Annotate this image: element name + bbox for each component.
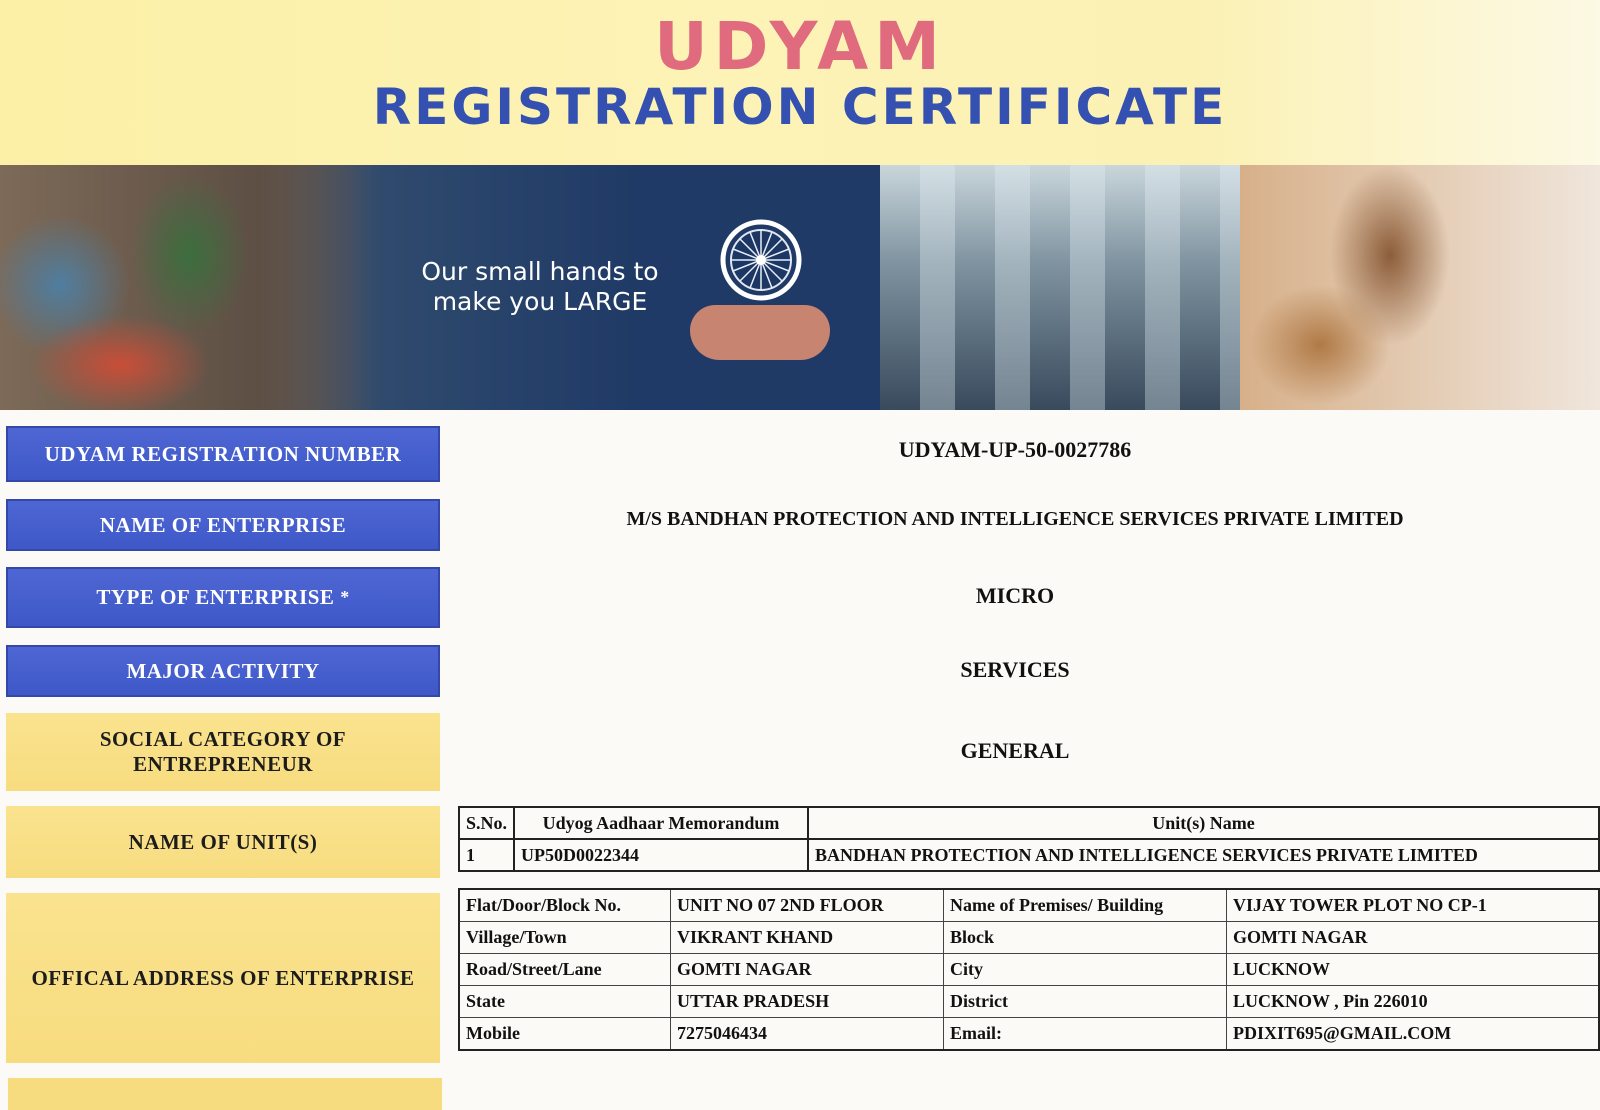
enterprise-type-value: MICRO (975, 583, 1055, 608)
addr-key: Village/Town (459, 922, 671, 954)
address-label: OFFICAL ADDRESS OF ENTERPRISE (6, 893, 440, 1063)
table-row (459, 922, 1599, 954)
addr-key: District (944, 986, 1227, 1018)
social-category-label-line2: ENTREPRENEUR (133, 752, 313, 776)
registration-number-value: UDYAM-UP-50-0027786 (898, 437, 1132, 462)
units-header-uam: Udyog Aadhaar Memorandum (514, 807, 808, 839)
addr-key: Flat/Door/Block No. (459, 889, 671, 922)
units-label: NAME OF UNIT(S) (6, 806, 440, 878)
addr-value: UTTAR PRADESH (671, 986, 944, 1018)
unit-sno: 1 (459, 839, 514, 871)
unit-uam-number: UP50D0022344 (514, 839, 808, 871)
unit-name: BANDHAN PROTECTION AND INTELLIGENCE SERVICES PRIVATE LIMITED (808, 839, 1599, 871)
artisan-photo (0, 165, 370, 410)
addr-key: State (459, 986, 671, 1018)
addr-key: City (944, 954, 1227, 986)
enterprise-type-label-text: TYPE OF ENTERPRISE (96, 585, 335, 609)
social-category-value: GENERAL (960, 738, 1070, 763)
certificate-header (0, 0, 1600, 165)
major-activity-label: MAJOR ACTIVITY (6, 645, 440, 697)
units-header-sno: S.No. (459, 807, 514, 839)
addr-value: VIJAY TOWER PLOT NO CP-1 (1227, 889, 1600, 922)
farming-photo (1240, 165, 1600, 410)
asterisk-marker: * (340, 587, 350, 607)
enterprise-name-value: M/S BANDHAN PROTECTION AND INTELLIGENCE SERVICES PRIVATE LIMITED (626, 508, 1404, 530)
table-row (459, 986, 1599, 1018)
certificate-subtitle: REGISTRATION CERTIFICATE (372, 78, 1228, 136)
major-activity-value: SERVICES (960, 657, 1070, 682)
registration-number-label: UDYAM REGISTRATION NUMBER (6, 426, 440, 482)
addr-key: Block (944, 922, 1227, 954)
addr-key: Mobile (459, 1018, 671, 1051)
units-table (458, 806, 1600, 872)
addr-key: Road/Street/Lane (459, 954, 671, 986)
enterprise-type-label (6, 567, 440, 628)
table-row (459, 954, 1599, 986)
enterprise-name-label: NAME OF ENTERPRISE (6, 499, 440, 551)
hand-icon (690, 305, 830, 360)
table-row (459, 839, 1599, 871)
addr-key: Name of Premises/ Building (944, 889, 1227, 922)
addr-value: 7275046434 (671, 1018, 944, 1051)
address-table (458, 888, 1600, 1051)
units-header-name: Unit(s) Name (808, 807, 1599, 839)
addr-value: UNIT NO 07 2ND FLOOR (671, 889, 944, 922)
addr-value: PDIXIT695@GMAIL.COM (1227, 1018, 1600, 1051)
addr-value: LUCKNOW , Pin 226010 (1227, 986, 1600, 1018)
addr-value: GOMTI NAGAR (671, 954, 944, 986)
tagline-line2: make you LARGE (432, 287, 648, 316)
table-row (459, 889, 1599, 922)
ashoka-chakra-icon (718, 217, 804, 303)
addr-value: LUCKNOW (1227, 954, 1600, 986)
addr-key: Email: (944, 1018, 1227, 1051)
banner-tagline (400, 257, 680, 317)
social-category-label-line1: SOCIAL CATEGORY OF (99, 727, 347, 751)
certificate-title: UDYAM (654, 8, 946, 85)
table-row (459, 1018, 1599, 1051)
banner-image (0, 165, 1600, 410)
addr-value: GOMTI NAGAR (1227, 922, 1600, 954)
social-category-label (6, 713, 440, 791)
tagline-line1: Our small hands to (421, 257, 659, 286)
addr-value: VIKRANT KHAND (671, 922, 944, 954)
office-photo (880, 165, 1240, 410)
next-section-label (8, 1078, 442, 1110)
units-table-header (459, 807, 1599, 839)
